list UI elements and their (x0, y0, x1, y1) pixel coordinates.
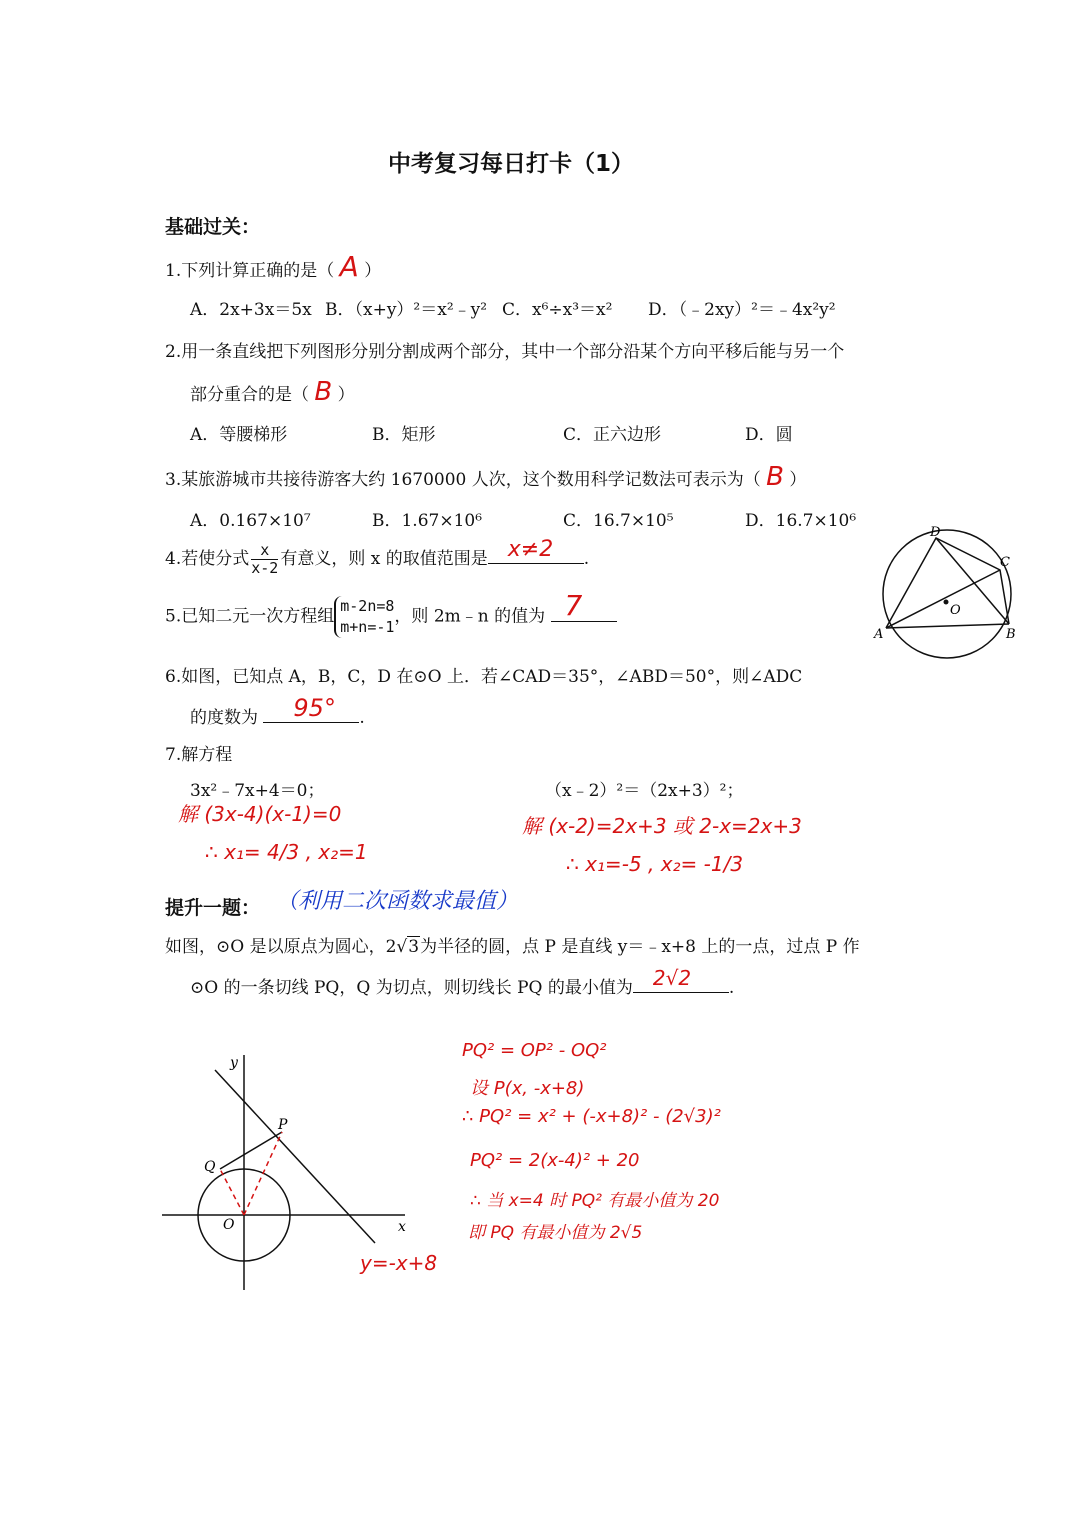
equation-system (334, 596, 394, 638)
question-6-stem2: 的度数为 (190, 708, 258, 728)
question-6-stem: 6.如图，已知点 A，B，C，D 在⊙O 上．若∠CAD＝35°，∠ABD＝50°，则∠ADC (165, 667, 803, 687)
question-4 (165, 537, 590, 577)
question-6-end: . (359, 708, 365, 728)
figure-tangent-coordinate (160, 1045, 460, 1295)
question-5 (165, 588, 617, 638)
question-2-answer: B (314, 377, 333, 407)
question-8-blank (633, 966, 729, 993)
question-5-pre: 5.已知二元一次方程组 (165, 606, 335, 627)
label-c: C (1000, 555, 1010, 570)
label-q: Q (204, 1159, 216, 1175)
work-line-1: PQ² = OP² - OQ² (462, 1040, 607, 1061)
question-6-blank (263, 694, 359, 723)
question-8-line1b: 为半径的圆，点 P 是直线 y＝﹣x+8 上的一点，过点 P 作 (420, 937, 860, 957)
segment-ac (886, 570, 1000, 628)
question-7-solution-b-line2: ∴ x₁=-5 , x₂= -1/3 (566, 852, 744, 876)
work-line-2: 设 P(x, -x+8) (470, 1078, 585, 1099)
question-7-equation-b: （x﹣2）²＝（2x+3）²； (545, 781, 744, 801)
sqrt-symbol: √ (396, 937, 408, 957)
question-1-close: ） (364, 261, 382, 281)
label-b: B (1006, 627, 1016, 642)
page-title: 中考复习每日打卡（1） (388, 151, 635, 177)
question-2-close: ） (337, 385, 355, 405)
label-y-axis: y (230, 1055, 238, 1071)
label-o: O (950, 603, 961, 618)
question-6-line2 (190, 694, 365, 728)
label-line-equation: y=-x+8 (360, 1251, 438, 1275)
segment-bd (936, 538, 1009, 624)
question-4-fraction (251, 542, 278, 577)
question-3-option-d: D．16.7×10⁶ (745, 511, 857, 531)
question-1-option-a: A．2x+3x＝5x (190, 300, 312, 320)
question-3-option-a: A．0.167×10⁷ (190, 511, 311, 531)
question-1-option-b: B．（x+y）²＝x²﹣y² (325, 300, 488, 320)
label-p: P (278, 1117, 288, 1133)
question-2-stem2: 部分重合的是（ (190, 385, 309, 405)
question-5-answer: 7 (564, 588, 583, 622)
question-2-option-d: D．圆 (745, 425, 793, 445)
question-7-equation-a: 3x²﹣7x+4＝0； (190, 781, 325, 801)
question-2-option-b: B．矩形 (372, 425, 436, 445)
line-y-neg-x-plus-8 (215, 1070, 375, 1243)
question-5-post: ，则 2m﹣n 的值为 (394, 606, 546, 627)
work-line-6: 即 PQ 有最小值为 2√5 (468, 1223, 643, 1243)
question-2-stem: 2.用一条直线把下列图形分别分割成两个部分，其中一个部分沿某个方向平移后能与另一个 (165, 342, 845, 362)
question-4-pre: 4.若使分式 (165, 549, 250, 569)
question-2-line2 (190, 377, 355, 407)
question-3-close: ） (789, 470, 807, 490)
sqrt-radicand: 3 (408, 937, 420, 957)
question-1-stem: 1.下列计算正确的是（ (165, 261, 335, 281)
question-7-solution-a-line1: 解 (3x-4)(x-1)=0 (178, 802, 342, 826)
question-1-option-d: D．（﹣2xy）²＝﹣4x²y² (648, 300, 836, 320)
equation-2: m+n=-1 (340, 618, 395, 636)
question-8-line1a: 如图，⊙O 是以原点为圆心，2 (165, 937, 397, 957)
question-3-option-b: B．1.67×10⁶ (372, 511, 483, 531)
question-4-end: . (583, 549, 590, 569)
question-6-answer: 95° (293, 694, 336, 722)
section-2-handwritten-note: （利用二次函数求最值） (276, 889, 519, 914)
question-5-blank (551, 588, 617, 622)
question-8-end: . (728, 978, 735, 998)
question-1-answer: A (339, 250, 359, 283)
work-line-4: PQ² = 2(x-4)² + 20 (470, 1150, 640, 1171)
question-2-option-a: A．等腰梯形 (190, 425, 288, 445)
question-7-solution-b-line1: 解 (x-2)=2x+3 或 2-x=2x+3 (522, 814, 802, 838)
work-line-5: ∴ 当 x=4 时 PQ² 有最小值为 20 (470, 1191, 720, 1211)
question-1 (165, 250, 381, 283)
center-point-o (944, 600, 949, 605)
question-2-option-c: C．正六边形 (563, 425, 662, 445)
question-8-line2-text: ⊙O 的一条切线 PQ，Q 为切点，则切线长 PQ 的最小值为 (190, 978, 633, 998)
segment-ab (886, 624, 1009, 628)
label-d: D (930, 525, 941, 540)
dashed-op (244, 1132, 282, 1215)
label-x-axis: x (398, 1219, 406, 1235)
fraction-denominator: x-2 (251, 559, 279, 577)
question-4-answer: x≠2 (507, 537, 554, 562)
question-8-line1 (165, 932, 860, 957)
question-3 (165, 462, 806, 492)
section-heading-advanced: 提升一题： (165, 897, 261, 919)
question-7-solution-a-line2: ∴ x₁= 4/3 , x₂=1 (205, 840, 368, 864)
question-1-option-c: C．x⁶÷x³＝x² (502, 300, 613, 320)
circle-o (883, 530, 1011, 658)
question-3-answer: B (766, 462, 784, 492)
fraction-numerator: x (260, 541, 270, 559)
label-origin: O (223, 1217, 235, 1233)
question-4-blank (488, 537, 584, 564)
question-8-line2 (190, 966, 735, 998)
question-3-option-c: C．16.7×10⁵ (563, 511, 674, 531)
section-heading-basic: 基础过关： (165, 216, 261, 238)
question-4-post: 有意义，则 x 的取值范围是 (280, 549, 488, 569)
question-3-stem: 3.某旅游城市共接待游客大约 1670000 人次，这个数用科学记数法可表示为（ (165, 470, 761, 490)
equation-1: m-2n=8 (340, 597, 395, 615)
label-a: A (874, 627, 884, 642)
work-line-3: ∴ PQ² = x² + (-x+8)² - (2√3)² (462, 1106, 721, 1127)
question-8-answer: 2√2 (652, 966, 692, 990)
dashed-oq (220, 1169, 244, 1215)
figure-circle-quadrilateral (872, 522, 1022, 672)
tangent-pq (220, 1132, 282, 1169)
question-7-stem: 7.解方程 (165, 745, 233, 765)
